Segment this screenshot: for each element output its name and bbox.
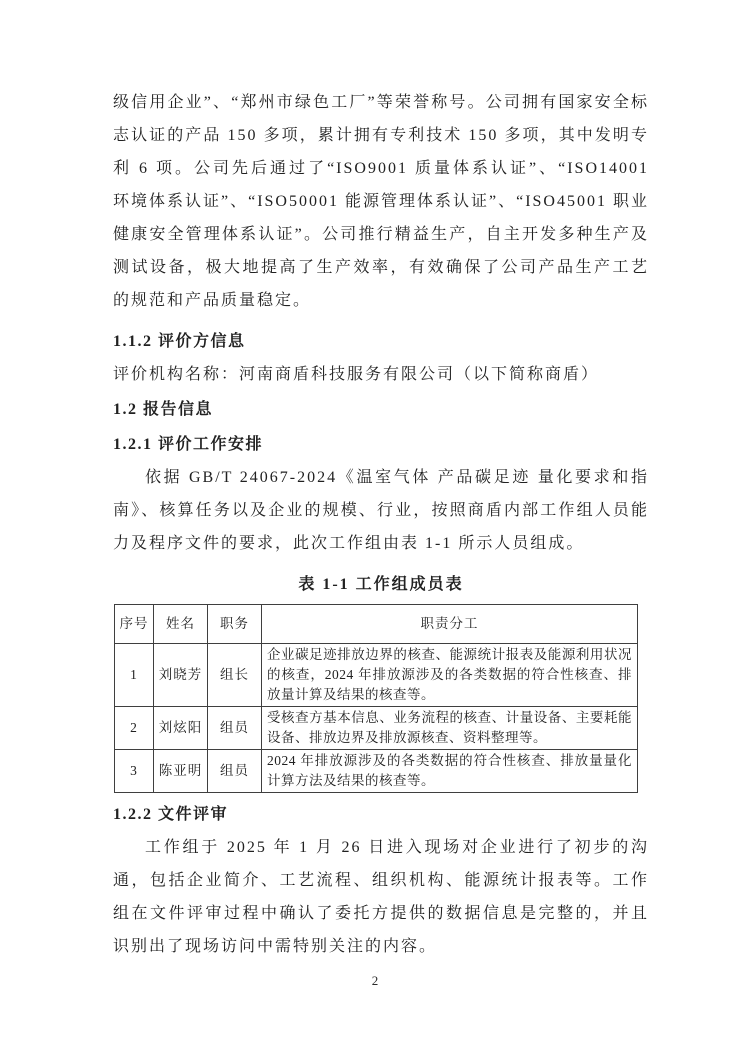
paragraph-basis: 依据 GB/T 24067-2024《温室气体 产品碳足迹 量化要求和指南》、核算任务以及企业的规模、行业，按照商盾内部工作组人员能力及程序文件的要求，此次工作组由表 1-1 所示人员组成。: [113, 469, 649, 552]
page-content: [113, 86, 649, 963]
table-caption: 表 1-1 工作组成员表: [298, 576, 464, 593]
cell-duty: 2024 年排放源涉及的各类数据的符合性核查、排放量量化计算方法及结果的核查等。: [262, 750, 638, 793]
paragraph-company-intro: 级信用企业”、“郑州市绿色工厂”等荣誉称号。公司拥有国家安全标志认证的产品 150 多项，累计拥有专利技术 150 多项，其中发明专利 6 项。公司先后通过了“ISO9001 质量体系认证”、“ISO14001 环境体系认证”、“ISO50001 能源管理体系认证”、“ISO45001 职业健康安全管理体系认证”。公司推行精益生产，自主开发多种生产及测试设备，极大地提高了生产效率，有效确保了公司产品生产工艺的规范和产品质量稳定。: [113, 94, 649, 309]
heading-1-1-2-evaluator-info: 1.1.2 评价方信息: [113, 333, 246, 350]
evaluator-name-line: 评价机构名称：河南商盾科技服务有限公司（以下简称商盾）: [113, 366, 600, 383]
column-header-role: 职务: [208, 605, 262, 644]
cell-no: 1: [115, 644, 154, 707]
cell-name: 陈亚明: [154, 750, 208, 793]
cell-role: 组长: [208, 644, 262, 707]
cell-name: 刘炫阳: [154, 707, 208, 750]
heading-1-2-report-info: 1.2 报告信息: [113, 401, 214, 418]
column-header-no: 序号: [115, 605, 154, 644]
cell-role: 组员: [208, 707, 262, 750]
table-row: [115, 644, 638, 707]
column-header-name: 姓名: [154, 605, 208, 644]
cell-no: 3: [115, 750, 154, 793]
table-header-row: [115, 605, 638, 644]
table-row: [115, 707, 638, 750]
cell-role: 组员: [208, 750, 262, 793]
paragraph-document-review: 工作组于 2025 年 1 月 26 日进入现场对企业进行了初步的沟通，包括企业简介、工艺流程、组织机构、能源统计报表等。工作组在文件评审过程中确认了委托方提供的数据信息是完整的，并且识别出了现场访问中需特别关注的内容。: [113, 839, 649, 955]
cell-name: 刘晓芳: [154, 644, 208, 707]
table-row: [115, 750, 638, 793]
column-header-duty: 职责分工: [262, 605, 638, 644]
cell-no: 2: [115, 707, 154, 750]
cell-duty: 受核查方基本信息、业务流程的核查、计量设备、主要耗能设备、排放边界及排放源核查、资料整理等。: [262, 707, 638, 750]
cell-duty: 企业碳足迹排放边界的核查、能源统计报表及能源利用状况的核查，2024 年排放源涉及的各类数据的符合性核查、排放量计算及结果的核查等。: [262, 644, 638, 707]
heading-1-2-2-document-review: 1.2.2 文件评审: [113, 806, 229, 823]
heading-1-2-1-work-arrangement: 1.2.1 评价工作安排: [113, 436, 264, 453]
work-group-members-table: [114, 604, 638, 793]
page-number: 2: [371, 973, 379, 988]
